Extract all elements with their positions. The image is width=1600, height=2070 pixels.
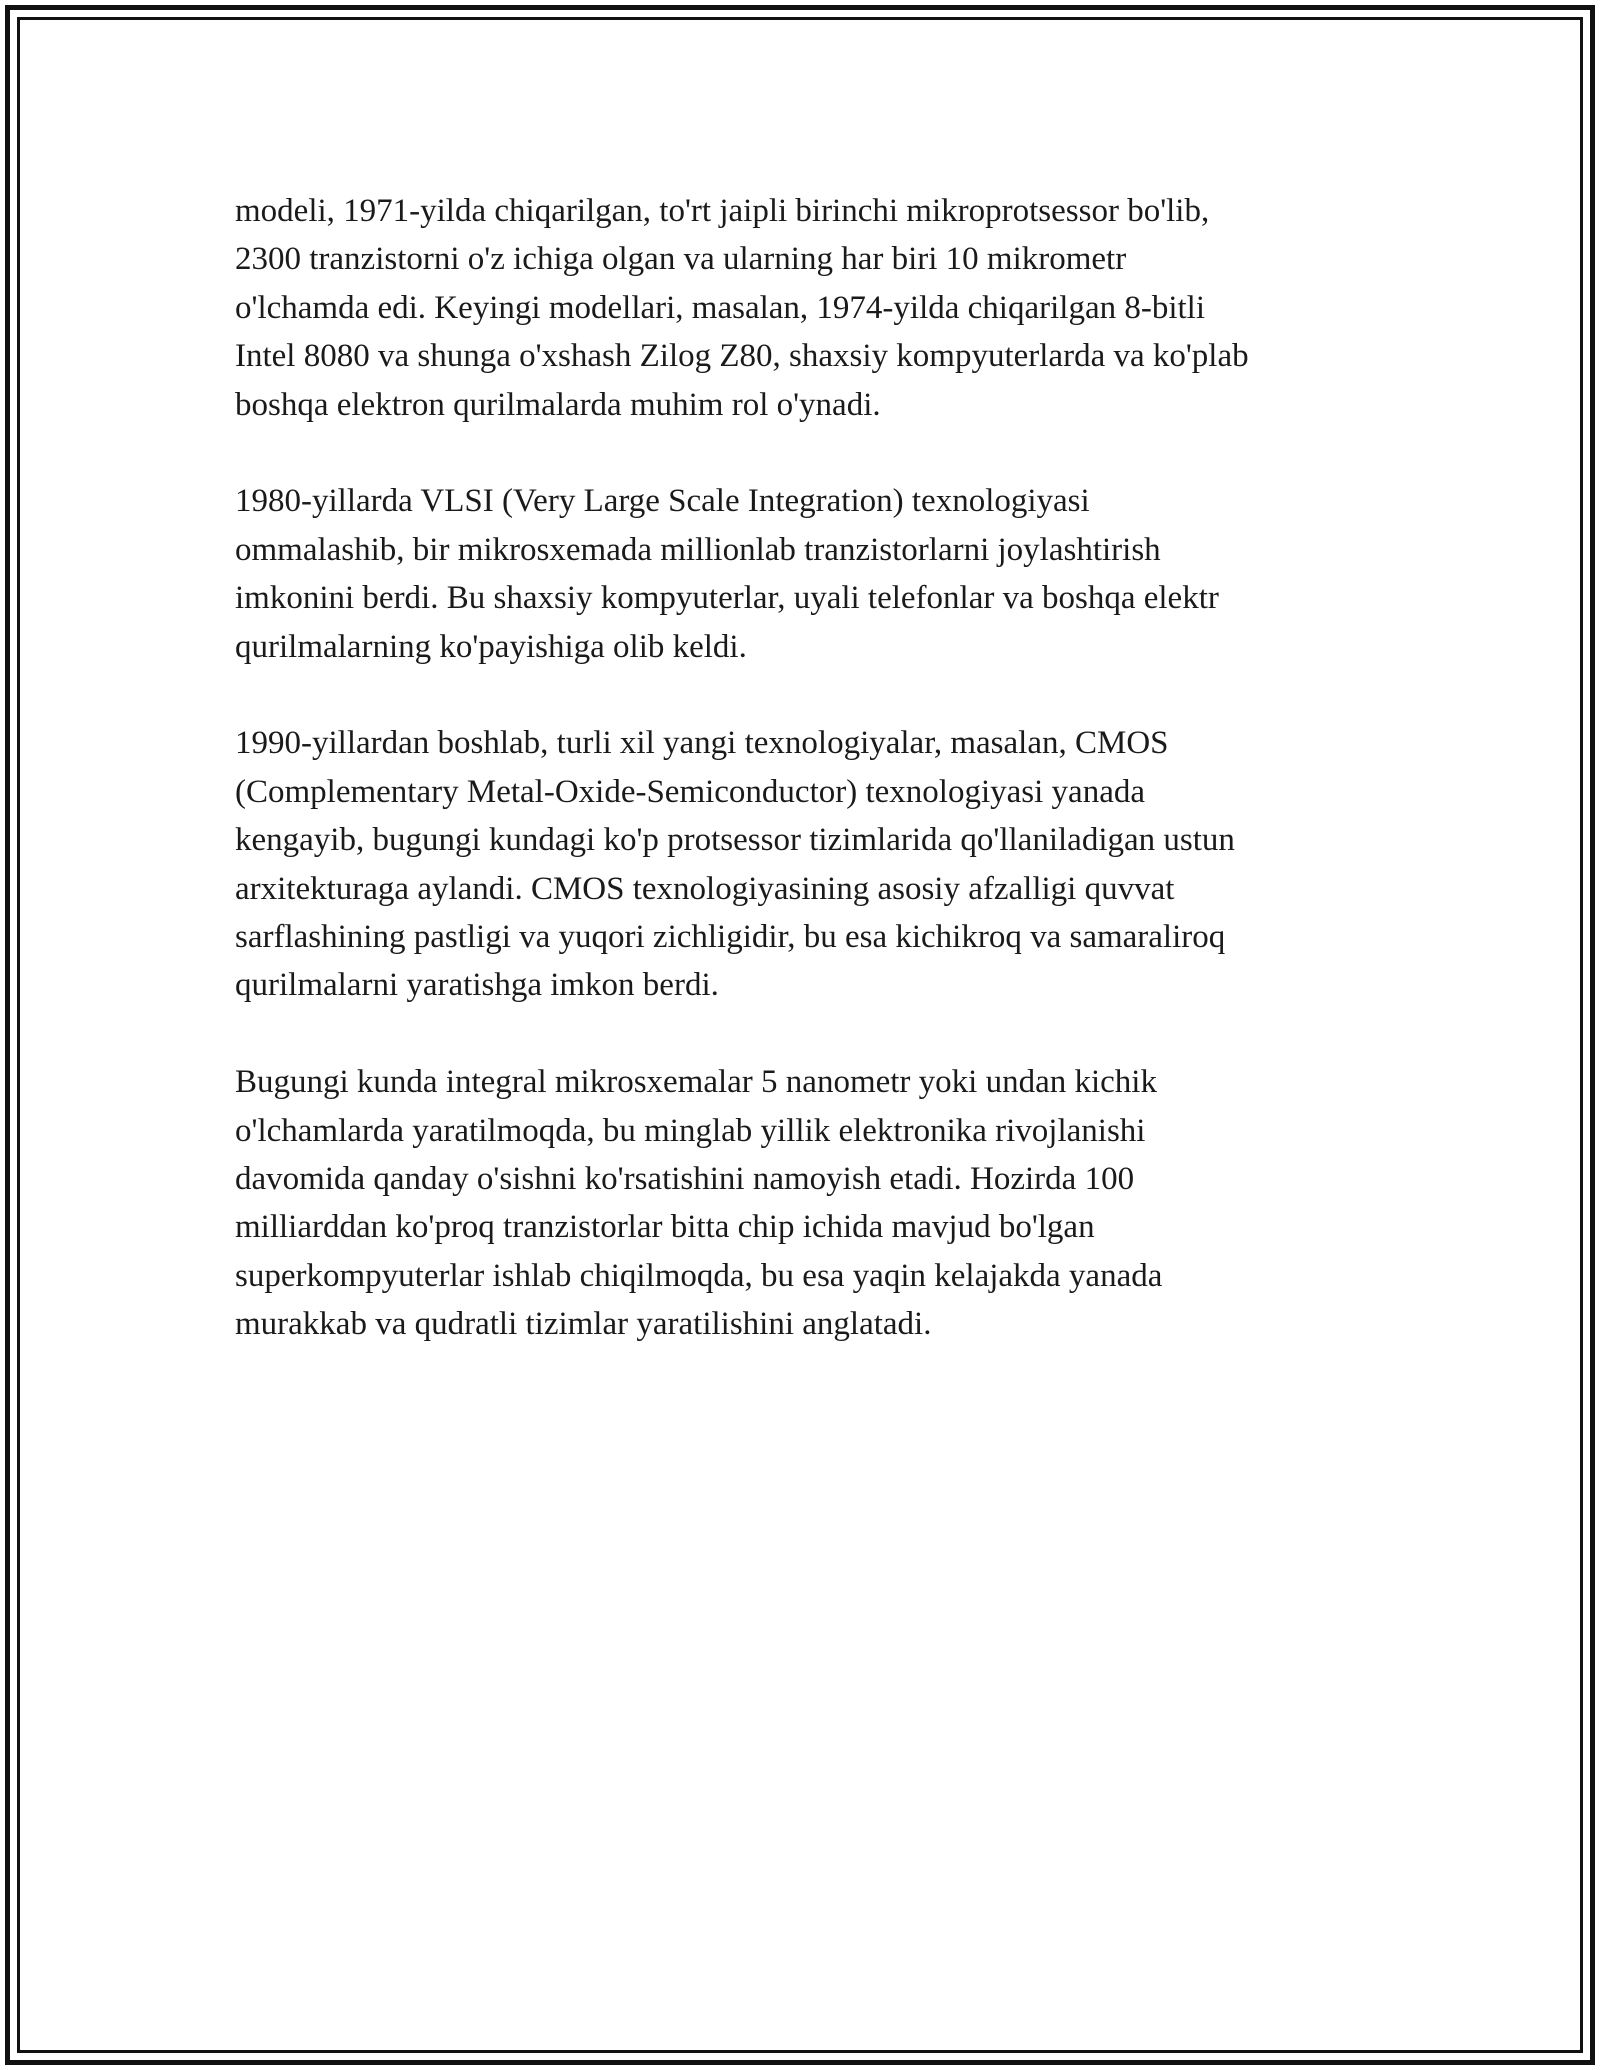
text-line: 1990-yillardan boshlab, turli xil yangi texnologiyalar, masalan, CMOS <box>235 725 1169 762</box>
text-line: ommalashib, bir mikrosxemada millionlab tranzistorlarni joylashtirish <box>235 531 1161 568</box>
text-line: kengayib, bugungi kundagi ko'p protsessor tizimlarida qo'llaniladigan ustun <box>235 822 1235 859</box>
text-line: 2300 tranzistorni o'z ichiga olgan va ularning har biri 10 mikrometr <box>235 241 1127 278</box>
text-line: Intel 8080 va shunga o'xshash Zilog Z80, shaxsiy kompyuterlarda va ko'plab <box>235 338 1249 375</box>
text-line: qurilmalarni yaratishga imkon berdi. <box>235 967 719 1004</box>
text-line: sarflashining pastligi va yuqori zichligidir, bu esa kichikroq va samaraliroq <box>235 919 1226 956</box>
paragraph-1 <box>235 187 1385 429</box>
text-line: (Complementary Metal-Oxide-Semiconductor) texnologiyasi yanada <box>235 773 1145 810</box>
text-line: o'lchamda edi. Keyingi modellari, masalan, 1974-yilda chiqarilgan 8-bitli <box>235 289 1206 326</box>
paragraph-4 <box>235 1058 1385 1348</box>
text-line: qurilmalarning ko'payishiga olib keldi. <box>235 628 747 665</box>
text-line: superkompyuterlar ishlab chiqilmoqda, bu esa yaqin kelajakda yanada <box>235 1257 1163 1294</box>
text-line: boshqa elektron qurilmalarda muhim rol o'ynadi. <box>235 386 881 423</box>
text-line: davomida qanday o'sishni ko'rsatishini namoyish etadi. Hozirda 100 <box>235 1161 1135 1198</box>
text-line: Bugungi kunda integral mikrosxemalar 5 nanometr yoki undan kichik <box>235 1064 1157 1101</box>
text-line: arxitekturaga aylandi. CMOS texnologiyasining asosiy afzalligi quvvat <box>235 870 1175 907</box>
text-line: imkonini berdi. Bu shaxsiy kompyuterlar, uyali telefonlar va boshqa elektr <box>235 580 1219 617</box>
text-line: o'lchamlarda yaratilmoqda, bu minglab yillik elektronika rivojlanishi <box>235 1112 1146 1149</box>
paragraph-2 <box>235 477 1385 671</box>
paragraph-3 <box>235 719 1385 1009</box>
text-line: modeli, 1971-yilda chiqarilgan, to'rt jaipli birinchi mikroprotsessor bo'lib, <box>235 193 1210 229</box>
text-line: milliarddan ko'proq tranzistorlar bitta chip ichida mavjud bo'lgan <box>235 1209 1095 1246</box>
document-body <box>235 187 1385 1397</box>
text-line: 1980-yillarda VLSI (Very Large Scale Integration) texnologiyasi <box>235 483 1090 520</box>
text-line: murakkab va qudratli tizimlar yaratilishini anglatadi. <box>235 1306 932 1343</box>
